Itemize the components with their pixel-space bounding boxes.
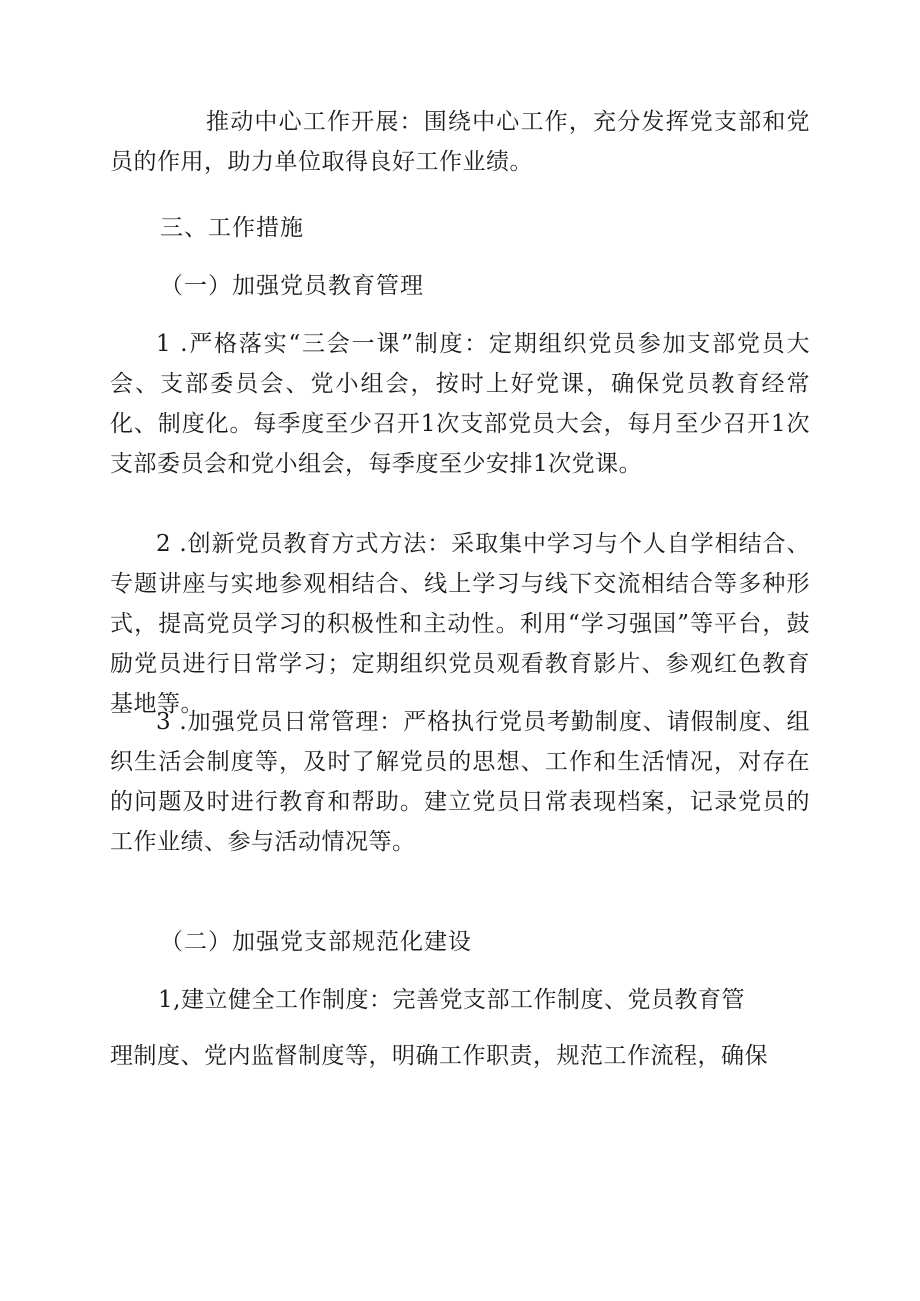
paragraph-item-1: 1 .严格落实“三会一课”制度：定期组织党员参加支部党员大会、支部委员会、党小组会，按时上好党课，确保党员教育经常化、制度化。每季度至少召开1次支部党员大会，每月至少召开1次支部委员会和党小组会，每季度至少安排1次党课。 <box>110 331 810 477</box>
section-heading-measures: 三、工作措施 <box>160 215 304 241</box>
paragraph-center-work: 推动中心工作开展：围绕中心工作，充分发挥党支部和党员的作用，助力单位取得良好工作业绩。 <box>110 109 810 175</box>
subsection-heading-standardization: （二）加强党支部规范化建设 <box>160 929 472 955</box>
paragraph-item-2: 2 .创新党员教育方式方法：采取集中学习与个人自学相结合、专题讲座与实地参观相结合、线上学习与线下交流相结合等多种形式，提高党员学习的积极性和主动性。利用“学习强国”等平台，鼓励党员进行日常学习；定期组织党员观看教育影片、参观红色教育基地等。 <box>110 531 810 717</box>
paragraph-item-3: 3 .加强党员日常管理：严格执行党员考勤制度、请假制度、组织生活会制度等，及时了解党员的思想、工作和生活情况，对存在的问题及时进行教育和帮助。建立党员日常表现档案，记录党员的工作业绩、参与活动情况等。 <box>110 709 810 855</box>
paragraph-item-4-line-2: 理制度、党内监督制度等，明确工作职责，规范工作流程，确保 <box>110 1043 768 1069</box>
subsection-heading-education: （一）加强党员教育管理 <box>160 273 424 299</box>
paragraph-item-4-line-1: 1,建立健全工作制度：完善党支部工作制度、党员教育管 <box>158 987 745 1013</box>
